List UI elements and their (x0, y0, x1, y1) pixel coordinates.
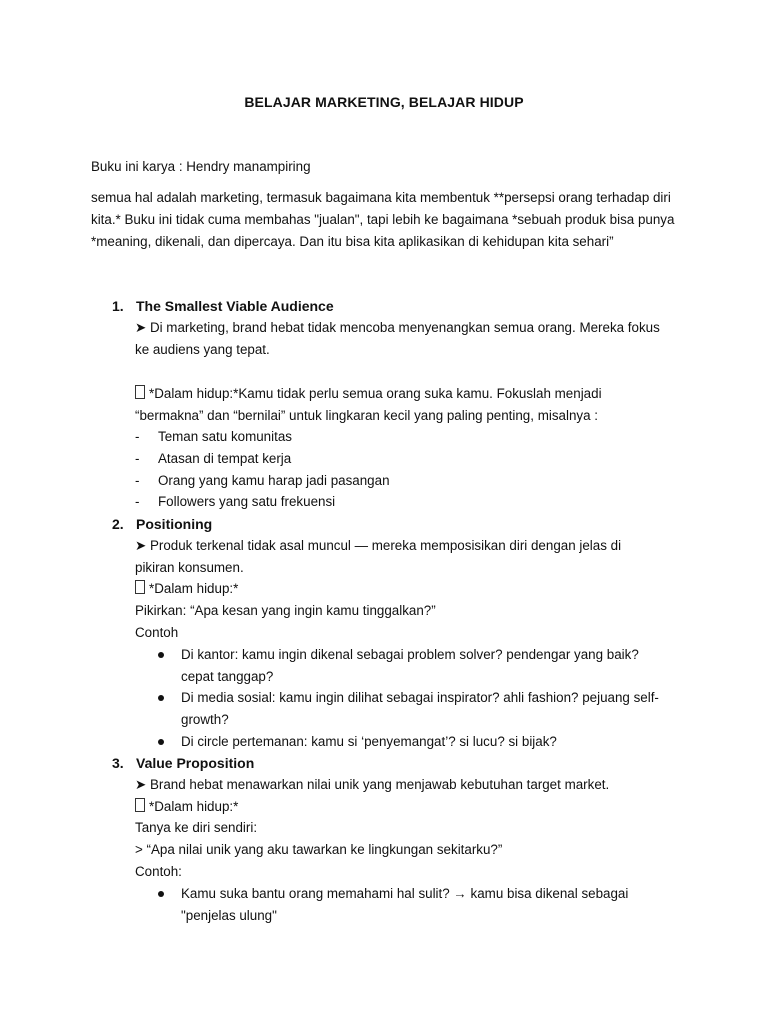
bullet-dot-icon (158, 891, 164, 897)
section-1-number: 1. (112, 298, 124, 314)
list-item (135, 426, 292, 448)
list-item (135, 470, 390, 492)
section-3-number: 3. (112, 755, 124, 771)
s2-line-3 (135, 578, 238, 600)
bullet-text-line: "penjelas ulung" (181, 908, 277, 923)
section-2-heading (112, 513, 212, 535)
bullet-text-line: Kamu suka bantu orang memahami hal sulit? → kamu bisa dikenal sebagai (181, 886, 629, 901)
s1-line-4: “bermakna” dan “bernilai” untuk lingkaran kecil yang paling penting, misalnya : (135, 408, 598, 423)
missing-glyph-icon (135, 385, 145, 399)
s1-line-3-text: *Dalam hidup:*Kamu tidak perlu semua orang suka kamu. Fokuslah menjadi (149, 386, 602, 401)
author-line: Buku ini karya : Hendry manampiring (91, 159, 311, 174)
section-3-title: Value Proposition (136, 755, 255, 771)
s2-line-1: ➤ Produk terkenal tidak asal muncul — mereka memposisikan diri dengan jelas di (135, 538, 622, 553)
dash-marker: - (135, 429, 140, 444)
missing-glyph-icon (135, 798, 145, 812)
list-item-text: Followers yang satu frekuensi (158, 494, 336, 509)
bullet-dot-icon (158, 695, 164, 701)
bullet-text-line: growth? (181, 712, 229, 727)
dash-marker: - (135, 451, 140, 466)
s2-line-2: pikiran konsumen. (135, 560, 244, 575)
list-item-text: Teman satu komunitas (158, 429, 292, 444)
s3-line-4: > “Apa nilai unik yang aku tawarkan ke lingkungan sekitarku?” (135, 842, 503, 857)
list-item (135, 491, 335, 513)
s3-line-2 (135, 796, 238, 818)
intro-paragraph: semua hal adalah marketing, termasuk bagaimana kita membentuk **persepsi orang terhadap diri kita.* Buku ini tidak cuma membahas "jualan", tapi lebih ke bagaimana *sebuah produk bisa punya *meaning, dikenali, dan dipercaya. Dan itu bisa kita aplikasikan di kehidupan kita sehari” (91, 190, 675, 249)
section-2-number: 2. (112, 516, 124, 532)
bullet-text (181, 731, 681, 753)
section-2-title: Positioning (136, 516, 213, 532)
s1-line-1: ➤ Di marketing, brand hebat tidak mencoba menyenangkan semua orang. Mereka fokus (135, 320, 660, 335)
dash-marker: - (135, 494, 140, 509)
bullet-dot-icon (158, 739, 164, 745)
list-item (135, 448, 291, 470)
section-1-heading (112, 295, 334, 317)
s2-line-5: Contoh (135, 625, 179, 640)
list-item-text: Atasan di tempat kerja (158, 451, 292, 466)
section-3-heading (112, 752, 254, 774)
missing-glyph-icon (135, 580, 145, 594)
list-item-text: Orang yang kamu harap jadi pasangan (158, 473, 390, 488)
document-title: BELAJAR MARKETING, BELAJAR HIDUP (244, 94, 524, 110)
bullet-text-line: Di kantor: kamu ingin dikenal sebagai problem solver? pendengar yang baik? (181, 647, 639, 662)
bullet-dot-icon (158, 652, 164, 658)
s2-line-4: Pikirkan: “Apa kesan yang ingin kamu tinggalkan?” (135, 603, 436, 618)
bullet-text (181, 687, 681, 731)
dash-marker: - (135, 473, 140, 488)
bullet-text-line: Di media sosial: kamu ingin dilihat sebagai inspirator? ahli fashion? pejuang self- (181, 690, 659, 705)
s3-line-3: Tanya ke diri sendiri: (135, 820, 258, 835)
s3-line-1: ➤ Brand hebat menawarkan nilai unik yang menjawab kebutuhan target market. (135, 777, 610, 792)
bullet-text-line: Di circle pertemanan: kamu si ‘penyemangat’? si lucu? si bijak? (181, 734, 557, 749)
bullet-text (181, 883, 681, 927)
s1-line-3 (135, 383, 602, 405)
s3-line-5: Contoh: (135, 864, 182, 879)
bullet-text-line: cepat tanggap? (181, 669, 274, 684)
section-1-title: The Smallest Viable Audience (136, 298, 334, 314)
s3-line-2-text: *Dalam hidup:* (149, 799, 239, 814)
bullet-text (181, 644, 681, 688)
s1-line-2: ke audiens yang tepat. (135, 342, 270, 357)
s2-line-3-text: *Dalam hidup:* (149, 581, 239, 596)
